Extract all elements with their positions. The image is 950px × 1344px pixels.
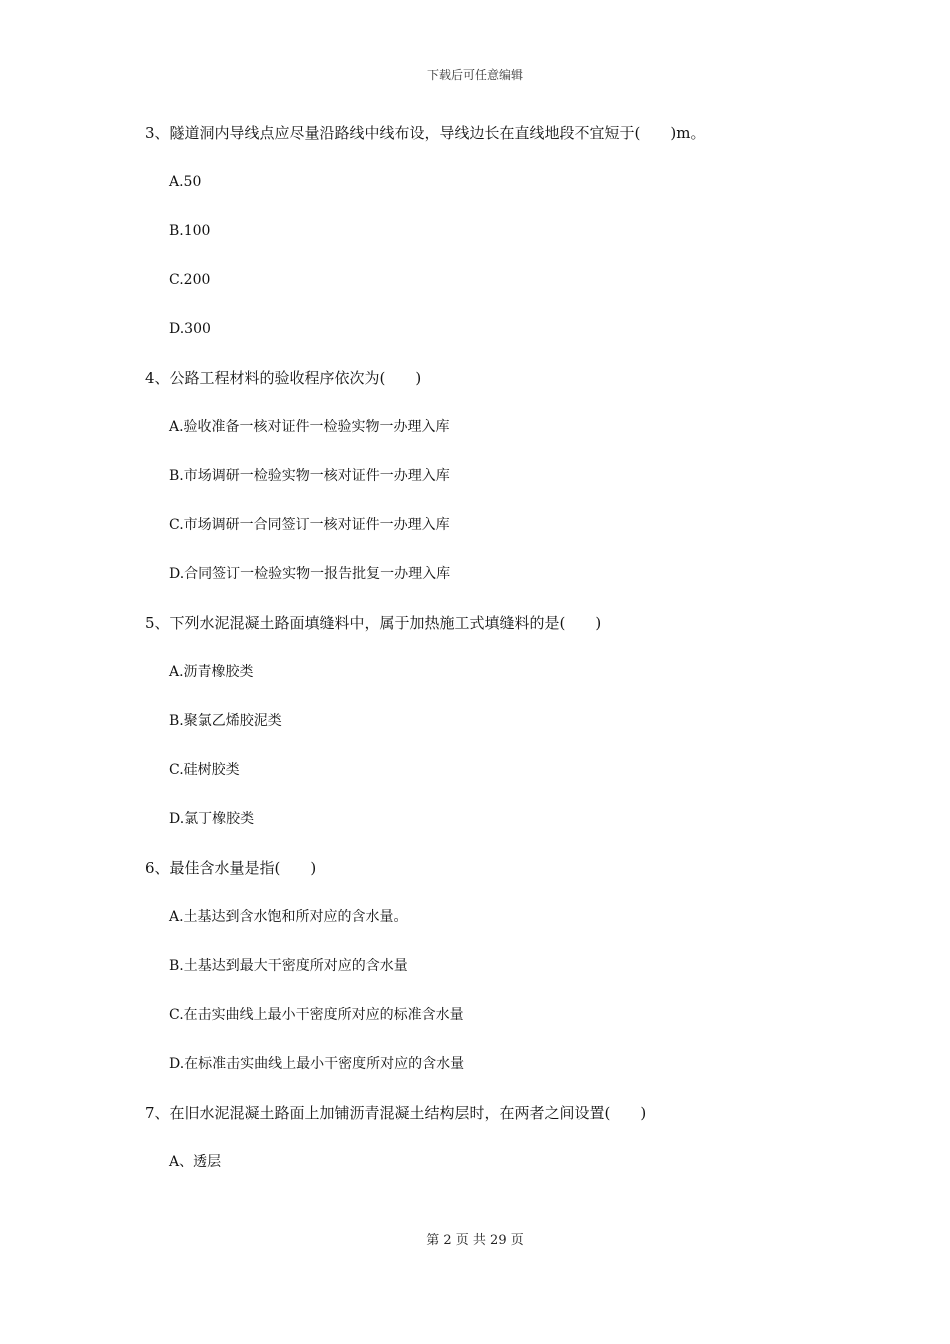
option-b: B.土基达到最大干密度所对应的含水量	[169, 958, 408, 974]
question-4	[145, 367, 825, 585]
option-a: A.沥青橡胶类	[169, 664, 254, 680]
question-5	[145, 612, 825, 830]
question-stem: 4、公路工程材料的验收程序依次为( )	[145, 369, 422, 387]
option-a: A.土基达到含水饱和所对应的含水量。	[169, 909, 408, 925]
option-c: C.硅树胶类	[169, 762, 240, 778]
option-b: B.100	[169, 223, 211, 239]
question-stem: 5、下列水泥混凝土路面填缝料中，属于加热施工式填缝料的是( )	[145, 614, 602, 632]
option-b: B.聚氯乙烯胶泥类	[169, 713, 282, 729]
option-c: C.在击实曲线上最小干密度所对应的标准含水量	[169, 1007, 464, 1023]
option-d: D.氯丁橡胶类	[169, 811, 255, 827]
question-6	[145, 857, 825, 1075]
question-stem: 7、在旧水泥混凝土路面上加铺沥青混凝土结构层时，在两者之间设置( )	[145, 1104, 647, 1122]
option-b: B.市场调研一检验实物一核对证件一办理入库	[169, 468, 450, 484]
option-d: D.在标准击实曲线上最小干密度所对应的含水量	[169, 1056, 465, 1072]
question-3	[145, 122, 825, 340]
option-d: D.合同签订一检验实物一报告批复一办理入库	[169, 566, 451, 582]
option-d: D.300	[169, 321, 211, 337]
option-c: C.200	[169, 272, 211, 288]
page-footer: 第 2 页 共 29 页	[426, 1233, 524, 1248]
option-a: A、透层	[169, 1154, 222, 1170]
question-7	[145, 1102, 825, 1173]
question-stem: 3、隧道洞内导线点应尽量沿路线中线布设，导线边长在直线地段不宜短于( )m。	[145, 124, 706, 142]
document-body	[145, 122, 825, 1200]
option-c: C.市场调研一合同签订一核对证件一办理入库	[169, 517, 450, 533]
option-a: A.50	[169, 174, 202, 190]
question-stem: 6、最佳含水量是指( )	[145, 859, 317, 877]
page-header: 下载后可任意编辑	[426, 68, 523, 82]
option-a: A.验收准备一核对证件一检验实物一办理入库	[169, 419, 450, 435]
